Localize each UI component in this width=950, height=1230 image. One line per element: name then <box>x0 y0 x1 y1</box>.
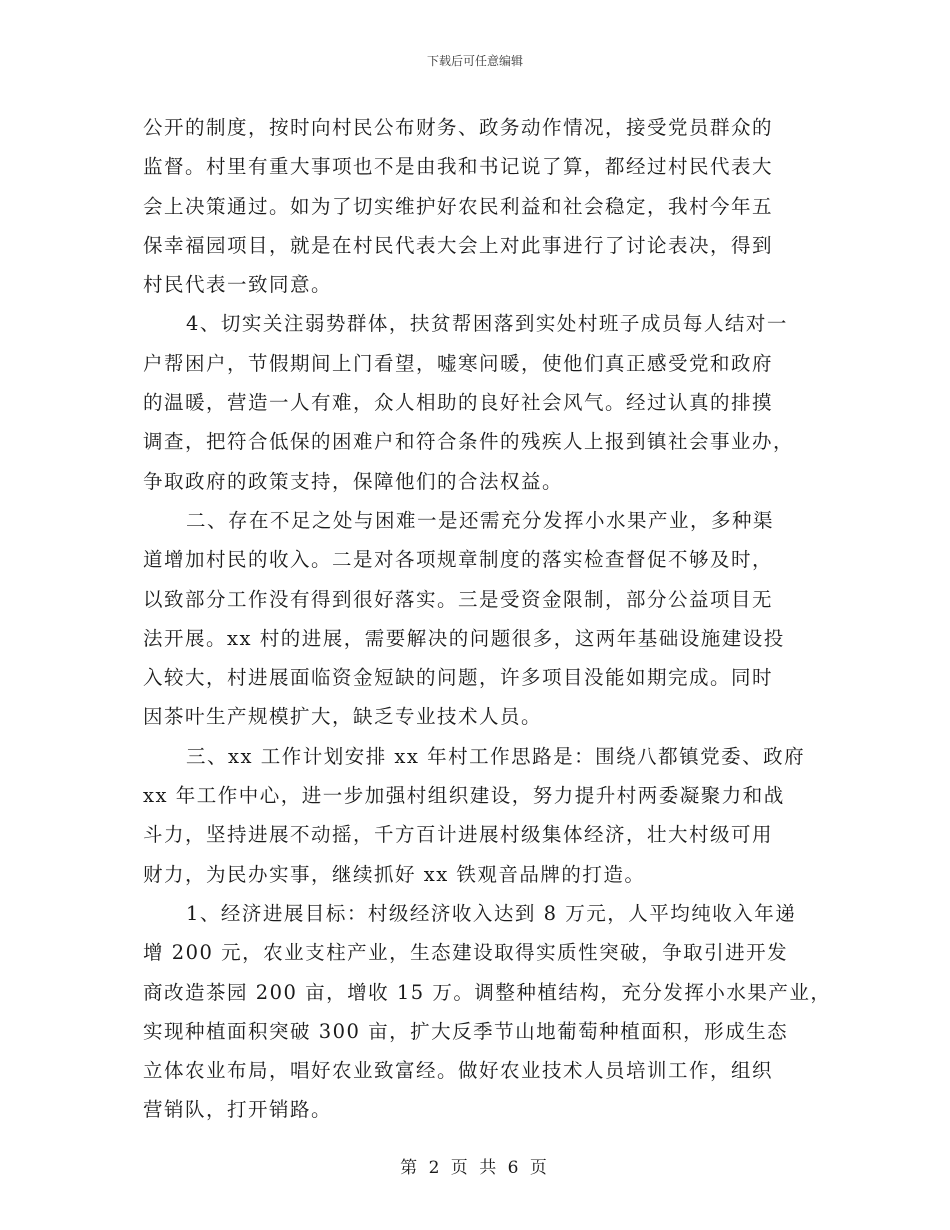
text-line: 入较大，村进展面临资金短缺的问题，许多项目没能如期完成。同时 <box>143 666 774 690</box>
paragraph-start-line: 二、存在不足之处与困难一是还需充分发挥小水果产业，多种渠 <box>186 508 775 532</box>
text-line: 村民代表一致同意。 <box>143 273 333 297</box>
page-number-footer: 第 2 页 共 6 页 <box>400 1158 550 1178</box>
text-line: 商改造茶园 200 亩，增收 15 万。调整种植结构，充分发挥小水果产业， <box>143 980 832 1004</box>
paragraph-start-line: 三、xx 工作计划安排 xx 年村工作思路是：围绕八都镇党委、政府 <box>186 744 806 768</box>
text-line: 户帮困户，节假期间上门看望，嘘寒问暖，使他们真正感受党和政府 <box>143 351 774 375</box>
text-line: 因茶叶生产规模扩大，缺乏专业技术人员。 <box>143 705 543 729</box>
text-line: 实现种植面积突破 300 亩，扩大反季节山地葡萄种植面积，形成生态 <box>143 1019 789 1043</box>
text-line: 道增加村民的收入。二是对各项规章制度的落实检查督促不够及时， <box>143 548 774 572</box>
paragraph-start-line: 4、切实关注弱势群体，扶贫帮困落到实处村班子成员每人结对一 <box>186 312 788 336</box>
page-header: 下载后可任意编辑 <box>426 54 523 68</box>
text-line: 公开的制度，按时向村民公布财务、政务动作情况，接受党员群众的 <box>143 116 774 139</box>
text-line: 法开展。xx 村的进展，需要解决的问题很多，这两年基础设施建设投 <box>143 626 785 650</box>
text-line: 立体农业布局，唱好农业致富经。做好农业技术人员培训工作，组织 <box>143 1059 774 1083</box>
text-line: 保幸福园项目，就是在村民代表大会上对此事进行了讨论表决，得到 <box>143 233 774 257</box>
text-line: 营销队，打开销路。 <box>143 1098 333 1122</box>
text-line: 以致部分工作没有得到很好落实。三是受资金限制，部分公益项目无 <box>143 587 774 611</box>
text-line: 调查，把符合低保的困难户和符合条件的残疾人上报到镇社会事业办， <box>143 430 795 454</box>
text-line: 争取政府的政策支持，保障他们的合法权益。 <box>143 469 564 493</box>
text-line: 斗力，坚持进展不动摇，千方百计进展村级集体经济，壮大村级可用 <box>143 823 774 847</box>
document-body <box>143 108 832 1130</box>
text-line: 的温暖，营造一人有难，众人相助的良好社会风气。经过认真的排摸 <box>143 391 774 415</box>
text-line: xx 年工作中心，进一步加强村组织建设，努力提升村两委凝聚力和战 <box>143 784 785 808</box>
text-line: 财力，为民办实事，继续抓好 xx 铁观音品牌的打造。 <box>143 862 646 886</box>
paragraph-start-line: 1、经济进展目标：村级经济收入达到 8 万元，人平均纯收入年递 <box>186 901 797 925</box>
text-line: 会上决策通过。如为了切实维护好农民利益和社会稳定，我村今年五 <box>143 194 774 218</box>
text-line: 监督。村里有重大事项也不是由我和书记说了算，都经过村民代表大 <box>143 155 774 179</box>
text-line: 增 200 元，农业支柱产业，生态建设取得实质性突破，争取引进开发 <box>143 941 789 965</box>
